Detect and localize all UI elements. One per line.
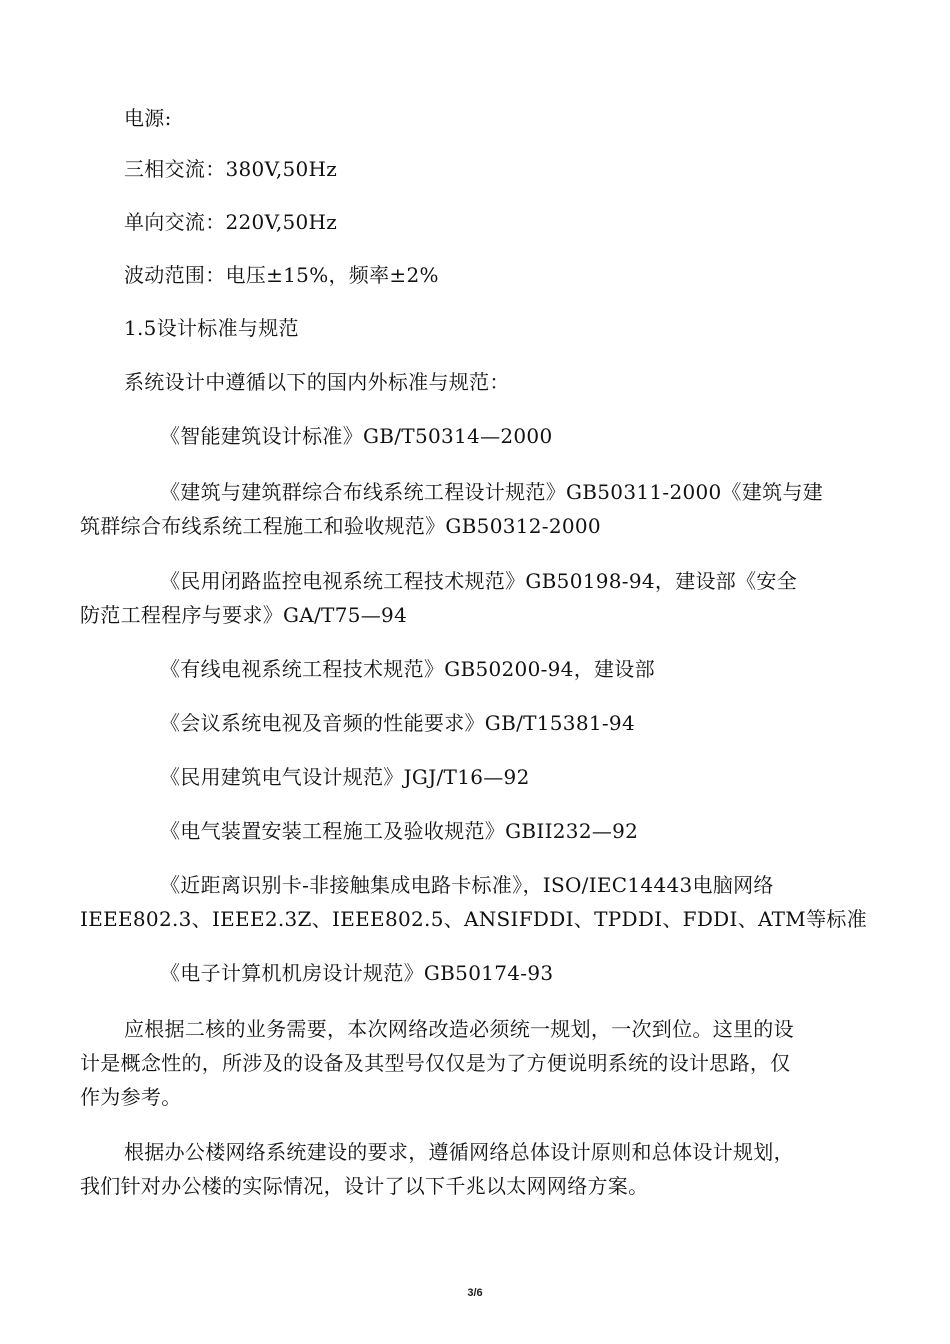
- standard-item: 《近距离识别卡-非接触集成电路卡标准》，ISO/IEC14443电脑网络: [160, 873, 774, 897]
- standards-intro-line: 系统设计中遵循以下的国内外标准与规范：: [124, 370, 510, 394]
- section-heading-1-5: 1.5设计标准与规范: [124, 316, 299, 340]
- standard-item: 《电子计算机机房设计规范》GB50174-93: [160, 961, 554, 985]
- standard-item-continued: 防范工程程序与要求》GA/T75—94: [80, 603, 408, 627]
- paragraph-line: 应根据二核的业务需要，本次网络改造必须统一规划，一次到位。这里的设: [124, 1017, 794, 1041]
- page-number: 3/6: [467, 1287, 483, 1299]
- standard-item: 《民用建筑电气设计规范》JGJ/T16—92: [160, 765, 530, 789]
- standard-item-continued: 筑群综合布线系统工程施工和验收规范》GB50312-2000: [80, 514, 601, 538]
- standard-item: 《电气装置安装工程施工及验收规范》GBII232—92: [160, 819, 639, 843]
- standard-item: 《会议系统电视及音频的性能要求》GB/T15381-94: [160, 711, 635, 735]
- standard-item: 《智能建筑设计标准》GB/T50314—2000: [160, 424, 553, 448]
- three-phase-ac-line: 三相交流：380V,50Hz: [124, 157, 338, 181]
- paragraph-line: 我们针对办公楼的实际情况，设计了以下千兆以太网网络方案。: [80, 1174, 649, 1198]
- paragraph-line: 计是概念性的，所涉及的设备及其型号仅仅是为了方便说明系统的设计思路，仅: [80, 1051, 791, 1075]
- paragraph-line: 作为参考。: [80, 1085, 182, 1109]
- standard-item-continued: IEEE802.3、IEEE2.3Z、IEEE802.5、ANSIFDDI、TPDDI、FDDI、ATM等标准: [80, 907, 867, 931]
- standard-item: 《民用闭路监控电视系统工程技术规范》GB50198-94，建设部《安全: [160, 569, 798, 593]
- standard-item: 《有线电视系统工程技术规范》GB50200-94，建设部: [160, 657, 655, 681]
- paragraph-line: 根据办公楼网络系统建设的要求，遵循网络总体设计原则和总体设计规划，: [124, 1140, 794, 1164]
- fluctuation-range-line: 波动范围：电压±15%，频率±2%: [124, 263, 439, 287]
- power-heading: 电源:: [124, 106, 172, 130]
- single-phase-ac-line: 单向交流：220V,50Hz: [124, 210, 338, 234]
- standard-item: 《建筑与建筑群综合布线系统工程设计规范》GB50311-2000《建筑与建: [160, 480, 824, 504]
